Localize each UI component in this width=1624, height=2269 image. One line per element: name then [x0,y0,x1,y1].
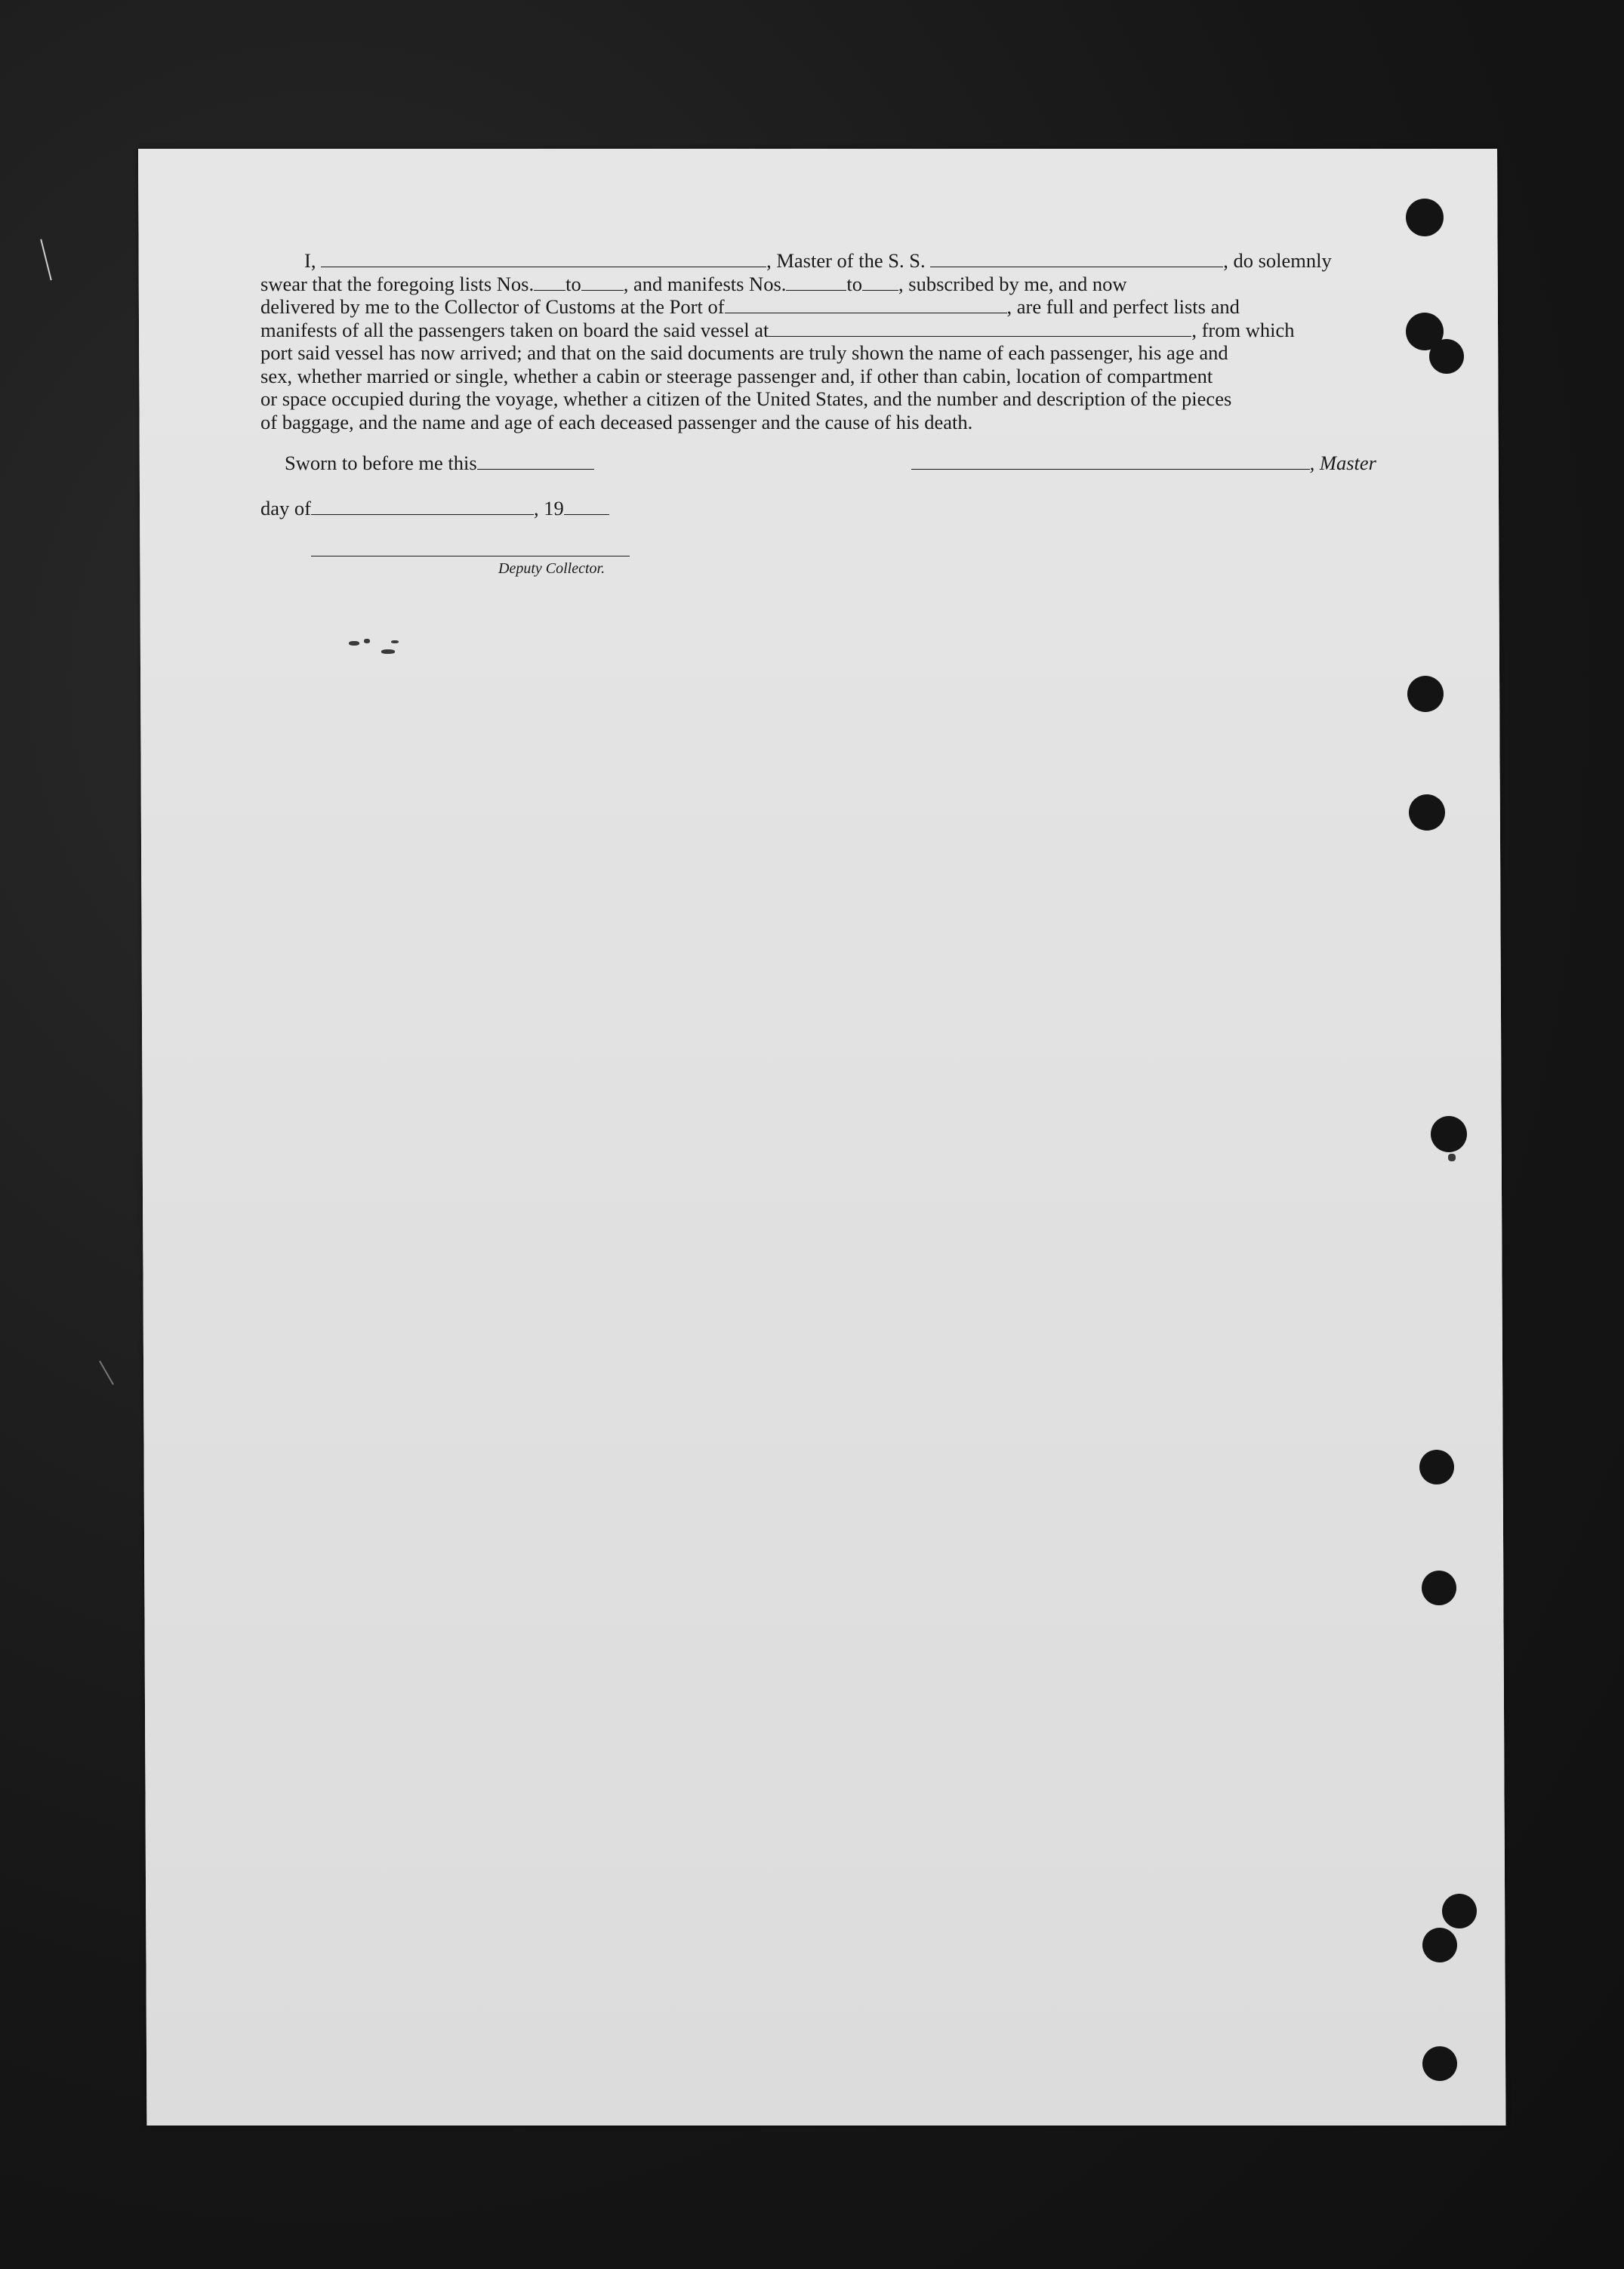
punch-hole-6 [1431,1116,1467,1152]
punch-hole-11 [1422,2046,1457,2081]
port-blank[interactable] [725,299,1007,313]
ship-name-blank[interactable] [930,253,1223,267]
oath-line-5 [260,341,1376,365]
day-of-label: day of [260,497,311,519]
punch-hole-9 [1442,1894,1477,1928]
month-blank[interactable] [311,501,534,515]
day-row [260,497,609,520]
ink-speck-3 [381,649,395,654]
punch-hole-3 [1429,339,1464,374]
punch-hole-4 [1407,676,1444,712]
punch-hole-10 [1422,1928,1457,1962]
oath-text-7: or space occupied during the voyage, whether a citizen of the United States, and the number and description of the pieces [260,387,1232,410]
sworn-row [260,452,1376,477]
ink-speck-4 [391,640,399,643]
oath-line-6 [260,365,1376,388]
oath-line-4 [260,319,1376,342]
full-perfect-label: , are full and perfect lists and [1006,295,1240,318]
punch-hole-8 [1422,1571,1456,1605]
ink-speck-5 [1448,1154,1456,1161]
manifests-nos-label: , and manifests Nos. [623,272,787,295]
oath-line-2 [260,273,1376,296]
ink-speck-1 [349,641,359,646]
sworn-label: Sworn to before me this [285,452,477,474]
manifests-from-blank[interactable] [786,276,846,291]
oath-line-7 [260,387,1376,411]
collector-port-label: delivered by me to the Collector of Customs at the Port of [260,295,725,318]
paper-surface [138,149,1505,2126]
oath-text-5: port said vessel has now arrived; and that on the said documents are truly shown the name of each passenger, his age and [260,341,1228,364]
oath-line-3 [260,295,1376,319]
lists-to-label: to [565,272,581,295]
master-signature-blank[interactable] [911,455,1310,470]
oath-i-label: I, [304,249,316,272]
punch-hole-1 [1406,199,1444,236]
taken-on-board-label: manifests of all the passengers taken on board the said vessel at [260,318,769,341]
master-of-ss-label: , Master of the S. S. [766,249,926,272]
punch-hole-5 [1409,794,1445,831]
do-solemnly-label: , do solemnly [1223,249,1332,272]
document-sheet [138,149,1505,2126]
year-prefix-label: , 19 [533,497,564,519]
lists-nos-label: swear that the foregoing lists Nos. [260,272,535,295]
manifests-to-blank[interactable] [862,276,898,291]
oath-text-8: of baggage, and the name and age of each deceased passenger and the cause of his death. [260,410,973,433]
oath-line-8 [260,411,1376,434]
deputy-collector-label: Deputy Collector. [498,560,606,577]
year-blank[interactable] [564,501,609,515]
oath-line-1 [260,249,1376,273]
master-signature-label: , Master [1309,452,1376,474]
lists-from-blank[interactable] [534,276,565,291]
sworn-date-blank[interactable] [477,455,594,470]
master-name-blank[interactable] [321,253,766,267]
subscribed-label: , subscribed by me, and now [898,272,1127,295]
embark-port-blank[interactable] [769,322,1191,337]
from-which-label: , from which [1191,318,1295,341]
punch-hole-7 [1419,1450,1454,1484]
oath-text-6: sex, whether married or single, whether a cabin or steerage passenger and, if other than cabin, location of compartment [260,364,1213,387]
manifests-to-label: to [846,272,863,295]
oath-paragraph [260,249,1376,433]
lists-to-blank[interactable] [581,276,624,291]
ink-speck-2 [364,639,370,643]
